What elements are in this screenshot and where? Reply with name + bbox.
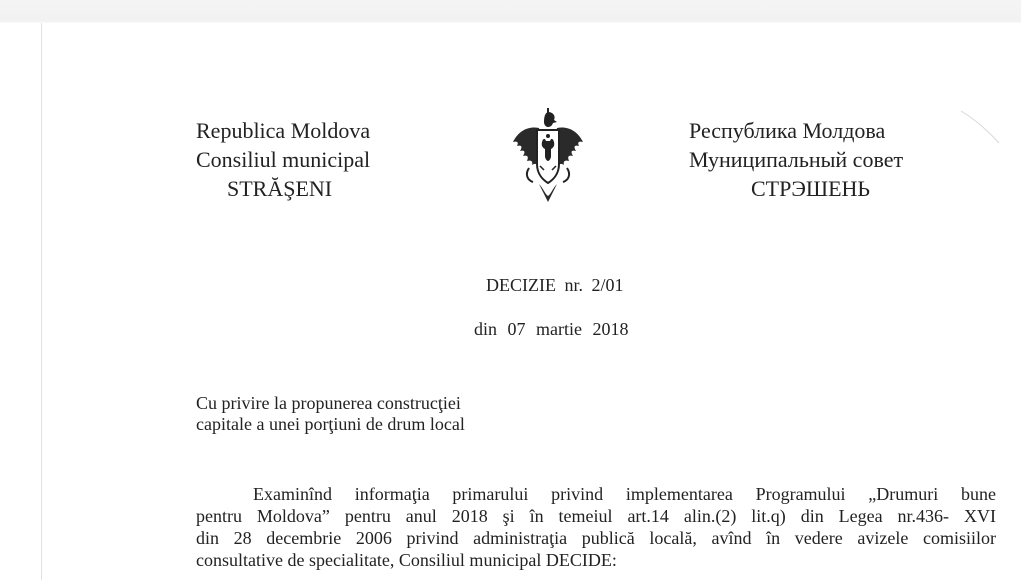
country-name-ru: Республика Молдова [689,118,886,143]
decision-title: DECIZIE nr. 2/01 [486,275,624,295]
body-line-4: consultative de specialitate, Consiliul municipal DECIDE: [196,550,617,570]
body-line-3: din 28 decembrie 2006 privind administraţia publică locală, avînd în vedere avizele comisiilor [196,528,996,548]
subject-line-1: Cu privire la propunerea construcţiei [196,393,461,413]
page-curl-mark [951,103,1021,163]
city-name-ro: STRĂŞENI [227,176,333,201]
decision-body [196,483,996,571]
country-name-ro: Republica Moldova [196,118,371,143]
city-name-ru: СТРЭШЕНЬ [751,176,871,201]
council-name-ru: Муниципальный совет [689,147,904,172]
header-right-russian [689,116,903,203]
header-left-romanian [196,116,370,203]
decision-subject [196,393,465,435]
subject-line-2: capitale a unei porţiuni de drum local [196,414,465,434]
moldova-coat-of-arms-icon [509,108,587,204]
council-name-ro: Consiliul municipal [196,147,371,172]
body-line-1: Examinînd informaţia primarului privind implementarea Programului „Drumuri bune [253,484,996,504]
body-line-2: pentru Moldova” pentru anul 2018 şi în temeiul art.14 alin.(2) lit.q) din Legea nr.436- XVI [196,506,996,526]
decision-date: din 07 martie 2018 [474,319,629,339]
